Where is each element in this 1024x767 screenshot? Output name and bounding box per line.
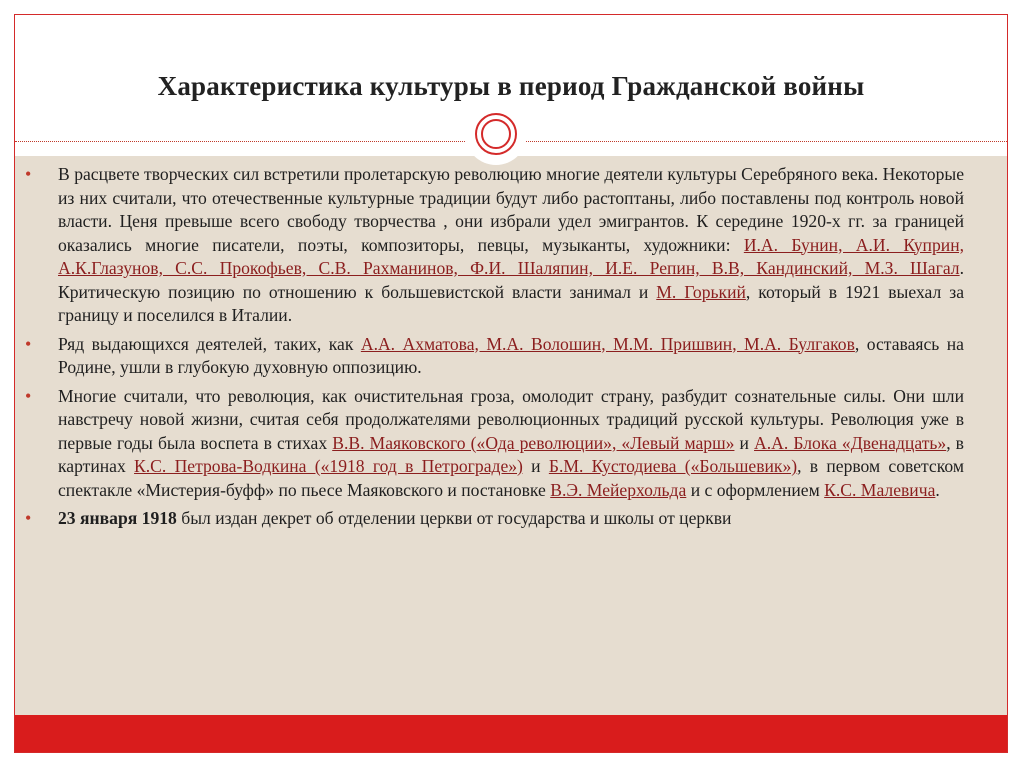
- list-item: • В расцвете творческих сил встретили пролетарскую революцию многие деятели культуры Серебряного века. Некоторые из них считали, что отечественные культурные традиции будут либо растоптаны, либо поставлены под контроль новой власти. Ценя превыше всего свободу творчества , они избрали удел эмигрантов. К середине 1920-х гг. за границей оказались многие писатели, поэты, композиторы, певцы, музыканты, художники: И.А. Бунин, А.И. Куприн, А.К.Глазунов, С.С. Прокофьев, С.В. Рахманинов, Ф.И. Шаляпин, И.Е. Репин, В.В, Кандинский, М.З. Шагал. Критическую позицию по отношению к большевистской власти занимал и М. Горький, который в 1921 выехал за границу и поселился в Италии.: [58, 163, 964, 328]
- artists-link[interactable]: И.А. Бунин, А.И. Куприн, А.К.Глазунов, С.С. Прокофьев, С.В. Рахманинов, Ф.И. Шаляпин, И.Е. Репин, В.В, Кандинский, М.З. Шагал: [58, 234, 965, 278]
- petrov-vodkin-link[interactable]: К.С. Петрова-Водкина («1918 год в Петрограде»): [134, 456, 523, 476]
- decree-date: 23 января 1918: [58, 508, 177, 528]
- list-item: • Многие считали, что революция, как очистительная гроза, омолодит страну, разбудит сознательные силы. Они шли навстречу новой жизни, считая себя продолжателями революционных традиций русской культуры. Революция уже в первые годы была воспета в стихах В.В. Маяковского («Ода революции», «Левый марш» и А.А. Блока «Двенадцать», в картинах К.С. Петрова-Водкина («1918 год в Петрограде») и Б.М. Кустодиева («Большевик»), в первом советском спектакле «Мистерия-буфф» по пьесе Маяковского и постановке В.Э. Мейерхольда и с оформлением К.С. Малевича.: [58, 385, 964, 503]
- footer-bar: [15, 715, 1007, 753]
- list-item: • Ряд выдающихся деятелей, таких, как А.А. Ахматова, М.А. Волошин, М.М. Пришвин, М.А. Булгаков, оставаясь на Родине, ушли в глубокую духовную оппозицию.: [58, 333, 964, 380]
- mayakovsky-link[interactable]: В.В. Маяковского («Ода революции», «Левый марш»: [332, 432, 735, 453]
- writers-link[interactable]: А.А. Ахматова, М.А. Волошин, М.М. Пришвин, М.А. Булгаков: [360, 333, 855, 354]
- malevich-link[interactable]: К.С. Малевича: [824, 479, 936, 500]
- gorky-link[interactable]: М. Горький: [656, 281, 746, 302]
- bullet-list: [58, 163, 964, 536]
- decorative-inner-ring-icon: [481, 119, 511, 149]
- meyerhold-link[interactable]: В.Э. Мейерхольда: [550, 479, 687, 500]
- blok-link[interactable]: А.А. Блока «Двенадцать»: [754, 432, 947, 453]
- slide-title: Характеристика культуры в период Гражданской войны: [157, 71, 865, 101]
- kustodiev-link[interactable]: Б.М. Кустодиева («Большевик»): [548, 456, 798, 476]
- list-item: • 23 января 1918 был издан декрет об отделении церкви от государства и школы от церкви: [58, 507, 964, 531]
